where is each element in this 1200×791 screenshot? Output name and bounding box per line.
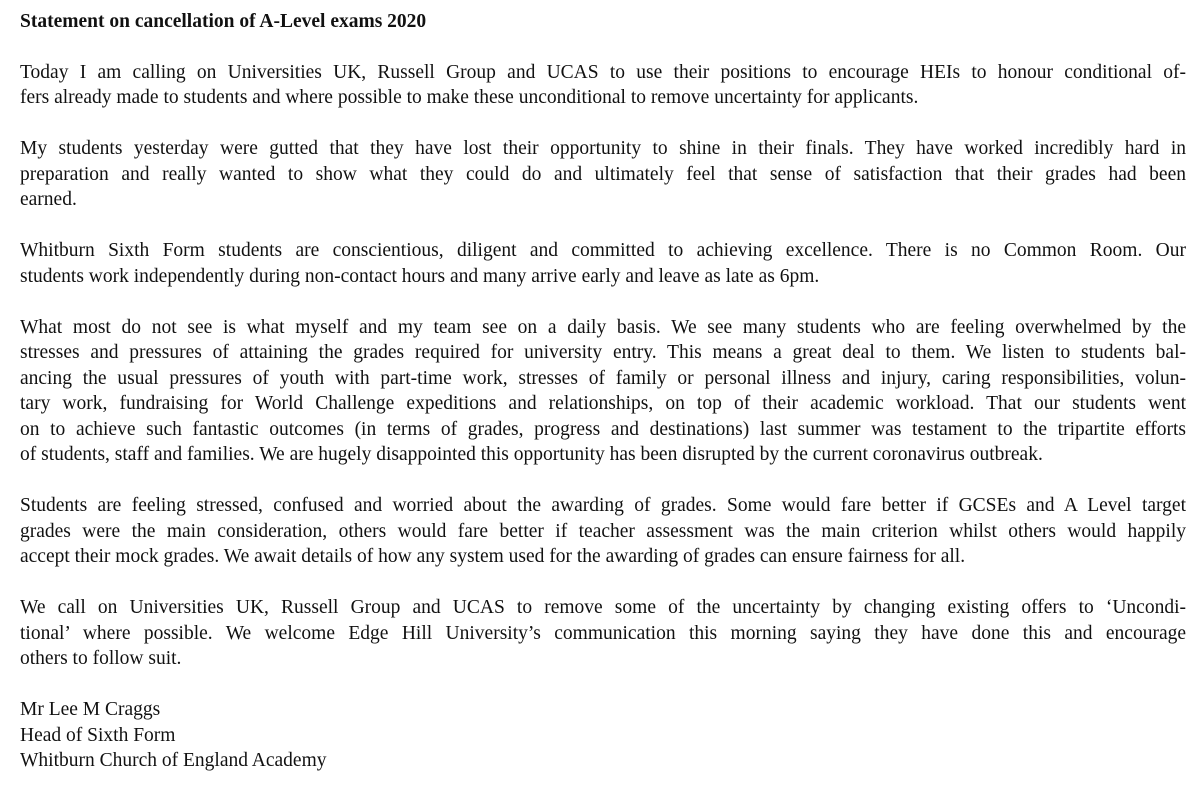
paragraph-line: Whitburn Sixth Form students are conscientious, diligent and committed to achieving excellence. There is no Common Room. Our: [20, 240, 1186, 261]
paragraph-line: of students, staff and families. We are hugely disappointed this opportunity has been disrupted by the current coronavirus outbreak.: [20, 444, 1043, 465]
paragraph-line: others to follow suit.: [20, 648, 182, 669]
paragraph-line: What most do not see is what myself and my team see on a daily basis. We see many students who are feeling overwhelmed by the: [20, 316, 1186, 338]
paragraph-line: preparation and really wanted to show what they could do and ultimately feel that sense of satisfaction that their grades had been: [20, 163, 1186, 185]
paragraph-line: fers already made to students and where possible to make these unconditional to remove uncertainty for applicants.: [20, 87, 919, 108]
paragraph-3: [20, 238, 1186, 289]
paragraph-2: [20, 136, 1186, 213]
paragraph-line: accept their mock grades. We await details of how any system used for the awarding of grades can ensure fairness for all.: [20, 546, 966, 567]
paragraph-line: My students yesterday were gutted that they have lost their opportunity to shine in their finals. They have worked incredibly hard in: [20, 138, 1186, 159]
paragraph-line: Today I am calling on Universities UK, Russell Group and UCAS to use their positions to encourage HEIs to honour conditional of-: [20, 61, 1186, 83]
paragraph-line: Students are feeling stressed, confused and worried about the awarding of grades. Some would fare better if GCSEs and A Level target: [20, 495, 1186, 516]
paragraph-4: [20, 315, 1186, 468]
paragraph-line: ancing the usual pressures of youth with part-time work, stresses of family or personal illness and injury, caring responsibilities, volun-: [20, 367, 1186, 389]
paragraph-line: grades were the main consideration, others would fare better if teacher assessment was the main criterion whilst others would happily: [20, 520, 1186, 542]
signature-block: [20, 697, 1186, 774]
paragraph-line: on to achieve such fantastic outcomes (in terms of grades, progress and destinations) last summer was testament to the tripartite efforts: [20, 418, 1186, 440]
statement-title: Statement on cancellation of A-Level exams 2020: [20, 11, 427, 32]
paragraph-5: [20, 493, 1186, 570]
paragraph-line: tary work, fundraising for World Challenge expeditions and relationships, on top of their academic workload. That our students went: [20, 393, 1186, 414]
paragraph-line: earned.: [20, 189, 77, 210]
paragraph-line: stresses and pressures of attaining the grades required for university entry. This means a great deal to them. We listen to students bal-: [20, 342, 1186, 363]
paragraph-1: [20, 60, 1186, 111]
paragraph-line: tional’ where possible. We welcome Edge Hill University’s communication this morning saying they have done this and encourage: [20, 622, 1186, 644]
paragraph-6: [20, 595, 1186, 672]
signature-organisation: Whitburn Church of England Academy: [20, 750, 327, 771]
signature-name: Mr Lee M Craggs: [20, 699, 161, 720]
statement-document: [20, 9, 1186, 774]
signature-role: Head of Sixth Form: [20, 724, 176, 746]
paragraph-line: We call on Universities UK, Russell Group and UCAS to remove some of the uncertainty by changing existing offers to ‘Uncondi-: [20, 597, 1186, 618]
paragraph-line: students work independently during non-contact hours and many arrive early and leave as late as 6pm.: [20, 265, 820, 287]
